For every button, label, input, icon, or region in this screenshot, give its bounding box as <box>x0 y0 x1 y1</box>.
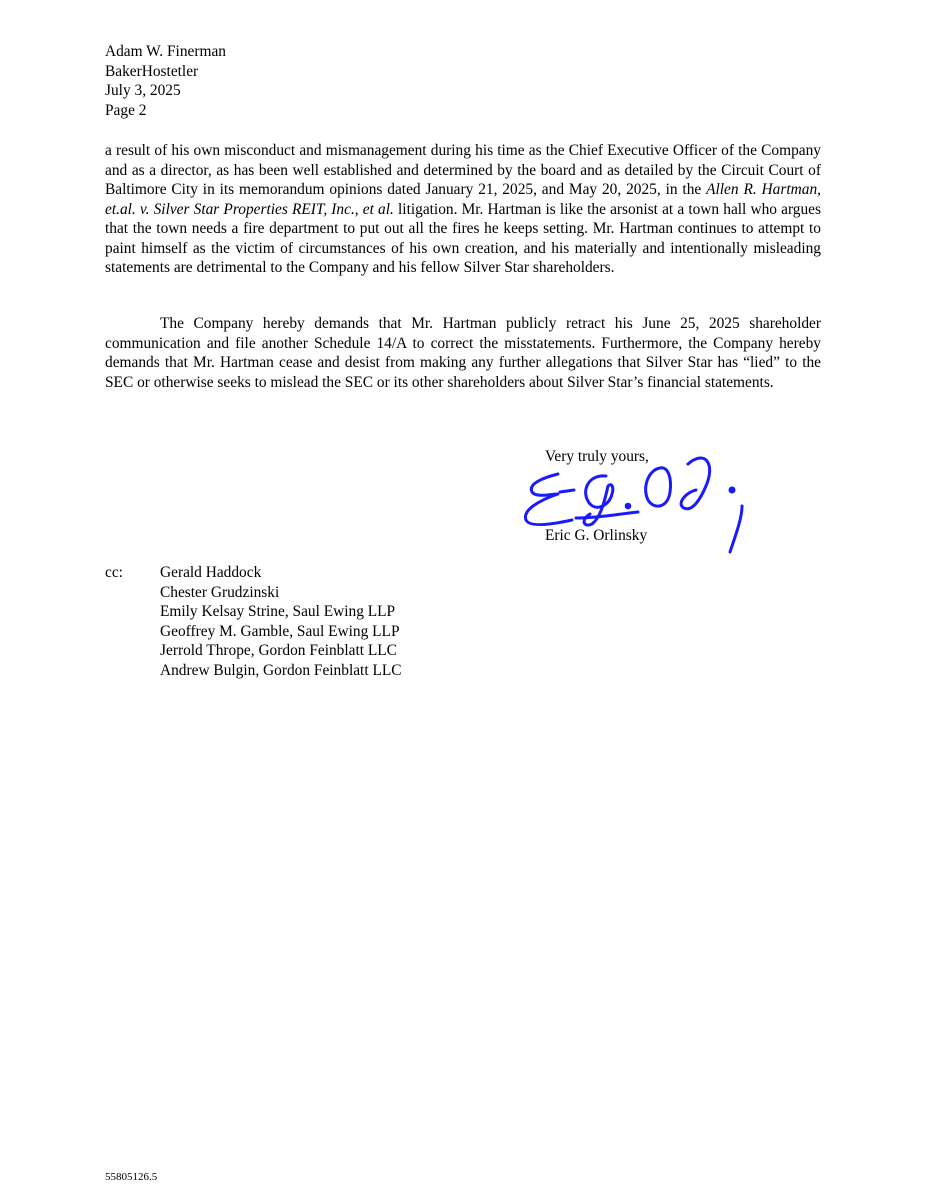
cc-recipient: Jerrold Thrope, Gordon Feinblatt LLC <box>160 642 397 659</box>
case-name: Allen R. Hartman, et.al. v. Silver Star Properties REIT, Inc., et al. <box>105 181 821 218</box>
cc-recipient: Geoffrey M. Gamble, Saul Ewing LLP <box>160 622 400 640</box>
cc-recipient-list <box>160 563 402 680</box>
body-paragraph-1 <box>105 141 821 278</box>
cc-recipient: Chester Grudzinski <box>160 583 280 601</box>
cc-recipient: Andrew Bulgin, Gordon Feinblatt LLC <box>160 661 402 679</box>
page-number: Page 2 <box>105 101 147 119</box>
letter-date: July 3, 2025 <box>105 82 181 99</box>
body-paragraph-2: The Company hereby demands that Mr. Hartman publicly retract his June 25, 2025 shareholder communication and file another Schedule 14/A to correct the misstatements. Furthermore, the Company hereby demands that Mr. Hartman cease and desist from making any further allegations that Silver Star has “lied” to the SEC or otherwise seeks to mislead the SEC or its other shareholders about Silver Star’s financial statements. <box>105 315 821 391</box>
recipient-firm: BakerHostetler <box>105 62 199 80</box>
recipient-name: Adam W. Finerman <box>105 43 226 60</box>
signer-name: Eric G. Orlinsky <box>545 527 648 544</box>
paragraph-1-part-1: a result of his own misconduct and mismanagement during his time as the Chief Executive Officer of the Company and as a director, as has been well established and determined by the board and as detailed by the Circuit Court of Baltimore City in its memorandum opinions dated January 21, 2025, and May 20, 2025, in the <box>105 142 821 198</box>
document-number: 55805126.5 <box>105 1171 158 1183</box>
cc-recipient: Gerald Haddock <box>160 564 262 581</box>
closing-salutation: Very truly yours, <box>545 448 649 465</box>
cc-label: cc: <box>105 564 123 581</box>
paragraph-1-part-2: litigation. Mr. Hartman is like the arsonist at a town hall who argues that the town needs a fire department to put out all the fires he keeps setting. Mr. Hartman continues to attempt to paint himself as the victim of circumstances of his own creation, and his materially and intentionally misleading statements are detrimental to the Company and his fellow Silver Star shareholders. <box>105 200 822 276</box>
letter-header <box>105 42 226 120</box>
cc-recipient: Emily Kelsay Strine, Saul Ewing LLP <box>160 603 396 620</box>
